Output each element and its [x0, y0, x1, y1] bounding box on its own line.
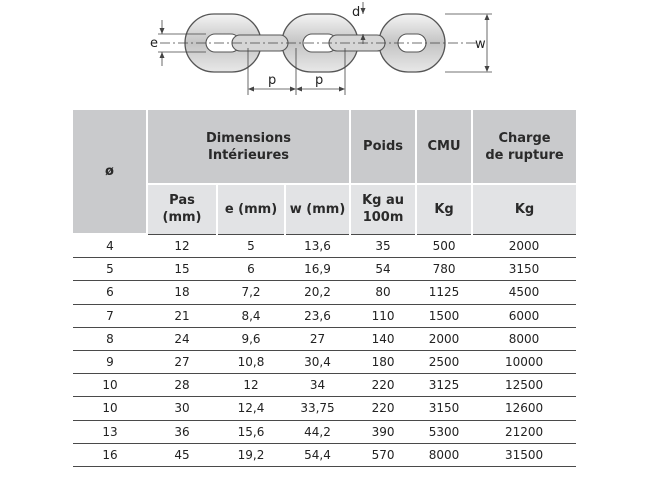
cell-e: 10,8 [217, 350, 285, 373]
subheader-kg-line2: 100m [362, 210, 404, 226]
cell-charge: 2000 [472, 234, 576, 258]
cell-pas: 30 [147, 397, 217, 420]
cell-e: 19,2 [217, 443, 285, 466]
cell-poids: 140 [350, 327, 416, 350]
cell-pas: 24 [147, 327, 217, 350]
table-row [73, 258, 576, 281]
cell-charge: 6000 [472, 304, 576, 327]
cell-w: 23,6 [285, 304, 350, 327]
cell-diameter: 7 [73, 304, 147, 327]
cell-w: 27 [285, 327, 350, 350]
label-d: d [352, 5, 361, 20]
label-p-2: p [315, 73, 324, 88]
chain-dimension-diagram [0, 0, 650, 100]
label-p-1: p [268, 73, 277, 88]
cell-diameter: 9 [73, 350, 147, 373]
cell-diameter: 4 [73, 234, 147, 258]
cell-w: 33,75 [285, 397, 350, 420]
cell-charge: 8000 [472, 327, 576, 350]
cell-e: 12 [217, 374, 285, 397]
cell-w: 20,2 [285, 281, 350, 304]
cell-poids: 220 [350, 374, 416, 397]
cell-cmu: 780 [416, 258, 472, 281]
cell-poids: 110 [350, 304, 416, 327]
cell-pas: 15 [147, 258, 217, 281]
subheader-e: e (mm) [217, 184, 285, 234]
cell-charge: 21200 [472, 420, 576, 443]
subheader-pas-line1: Pas [169, 193, 195, 209]
cell-e: 7,2 [217, 281, 285, 304]
cell-pas: 21 [147, 304, 217, 327]
cell-w: 54,4 [285, 443, 350, 466]
table-row [73, 281, 576, 304]
cell-cmu: 1125 [416, 281, 472, 304]
subheader-pas-line2: (mm) [162, 210, 202, 226]
cell-poids: 570 [350, 443, 416, 466]
table-row [73, 327, 576, 350]
cell-charge: 31500 [472, 443, 576, 466]
header-charge-line1: Charge [498, 130, 551, 146]
subheader-kg-100m [350, 184, 416, 234]
cell-pas: 45 [147, 443, 217, 466]
cell-diameter: 13 [73, 420, 147, 443]
header-poids: Poids [350, 110, 416, 184]
cell-cmu: 1500 [416, 304, 472, 327]
header-dimensions-line2: Intérieures [208, 147, 290, 163]
cell-diameter: 6 [73, 281, 147, 304]
cell-cmu: 8000 [416, 443, 472, 466]
cell-cmu: 2000 [416, 327, 472, 350]
cell-diameter: 10 [73, 374, 147, 397]
table-row [73, 397, 576, 420]
cell-charge: 12600 [472, 397, 576, 420]
cell-cmu: 3125 [416, 374, 472, 397]
cell-w: 16,9 [285, 258, 350, 281]
cell-cmu: 2500 [416, 350, 472, 373]
cell-poids: 35 [350, 234, 416, 258]
cell-charge: 12500 [472, 374, 576, 397]
header-charge [472, 110, 576, 184]
cell-diameter: 16 [73, 443, 147, 466]
chain-link-drawing [0, 0, 650, 100]
subheader-charge-unit: Kg [472, 184, 576, 234]
cell-cmu: 5300 [416, 420, 472, 443]
cell-poids: 180 [350, 350, 416, 373]
cell-diameter: 10 [73, 397, 147, 420]
cell-pas: 27 [147, 350, 217, 373]
table-row [73, 234, 576, 258]
table-row [73, 443, 576, 466]
table-body [73, 234, 576, 466]
label-w: w [475, 37, 486, 52]
cell-cmu: 3150 [416, 397, 472, 420]
cell-pas: 36 [147, 420, 217, 443]
subheader-cmu-unit: Kg [416, 184, 472, 234]
cell-poids: 80 [350, 281, 416, 304]
table-row [73, 350, 576, 373]
table-row [73, 374, 576, 397]
header-cmu: CMU [416, 110, 472, 184]
cell-pas: 28 [147, 374, 217, 397]
header-charge-line2: de rupture [485, 147, 564, 163]
header-dimensions-line1: Dimensions [206, 130, 291, 146]
cell-e: 6 [217, 258, 285, 281]
table-row [73, 420, 576, 443]
label-e: e [150, 36, 158, 51]
cell-charge: 3150 [472, 258, 576, 281]
cell-w: 30,4 [285, 350, 350, 373]
cell-e: 12,4 [217, 397, 285, 420]
cell-poids: 220 [350, 397, 416, 420]
cell-poids: 54 [350, 258, 416, 281]
cell-e: 9,6 [217, 327, 285, 350]
cell-diameter: 8 [73, 327, 147, 350]
cell-w: 13,6 [285, 234, 350, 258]
cell-pas: 12 [147, 234, 217, 258]
subheader-pas [147, 184, 217, 234]
cell-pas: 18 [147, 281, 217, 304]
cell-cmu: 500 [416, 234, 472, 258]
cell-w: 34 [285, 374, 350, 397]
table-row [73, 304, 576, 327]
header-diameter: ø [73, 110, 147, 234]
chain-spec-table [73, 110, 576, 467]
cell-e: 5 [217, 234, 285, 258]
subheader-kg-line1: Kg au [362, 193, 404, 209]
cell-e: 8,4 [217, 304, 285, 327]
cell-poids: 390 [350, 420, 416, 443]
cell-charge: 4500 [472, 281, 576, 304]
cell-diameter: 5 [73, 258, 147, 281]
subheader-w: w (mm) [285, 184, 350, 234]
cell-w: 44,2 [285, 420, 350, 443]
cell-charge: 10000 [472, 350, 576, 373]
cell-e: 15,6 [217, 420, 285, 443]
header-dimensions [147, 110, 350, 184]
